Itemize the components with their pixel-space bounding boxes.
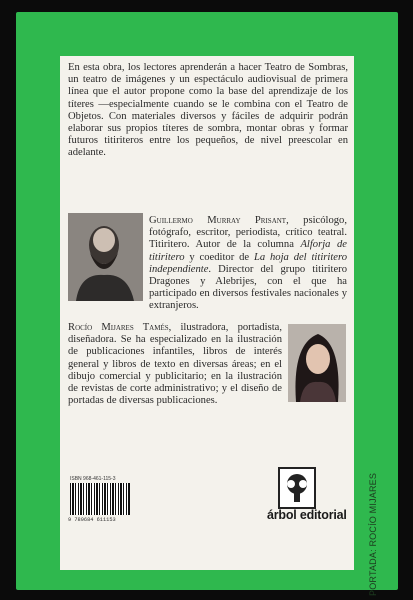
barcode [70,483,130,515]
intro-paragraph: En esta obra, los lectores aprenderán a hacer Teatro de Sombras, un teatro de imágenes y un espectáculo audiovisual de primera línea que el autor propone como la base del aprendizaje de los títeres —especialmente cuando se le combina con el Teatro de Objetos. Con materiales diversos y fáciles de adquirir podrán elaborar sus propios títeres de sombra, montar obras y formar futuros titiriteros entre los pequeños, de nivel preescolar en adelante. [68,62,348,159]
author-name: Guillermo Murray Prisant [149,215,287,226]
isbn-label: ISBN 968-461-115-3 [70,476,116,482]
cover-credit: PORTADA: ROCÍO MIJARES [368,472,378,596]
author-column-title: Alforja de titiritero [149,239,348,263]
illustrator-photo [288,324,346,402]
publisher-name: árbol editorial [267,508,347,522]
back-cover [16,12,398,596]
tree-logo-icon [278,467,316,509]
author-bio-text-2: y coeditor de [184,251,254,263]
author-photo [68,213,143,301]
author-bio [149,215,347,313]
author-bio-text-1: , psicólogo, fotógrafo, escritor, periodista, crítico teatral. Titiritero. Autor de la columna [149,215,347,251]
text-panel [60,56,354,570]
barcode-number: 9 789684 611153 [68,517,116,523]
illustrator-bio-text: , ilustradora, portadista, diseñadora. Se ha especializado en la ilustración de publicaciones infantiles, libros de interés general y libros de texto en diversas áreas; en el dibujo comercial y publicitario; en la ilustración de revistas de corte administrativo; y el diseño de portadas de diversas publicaciones. [68,322,282,407]
author-publication-title: La hoja del titiritero independiente [149,251,347,275]
illustrator-name: Rocío Mijares Tamés [68,322,169,333]
author-bio-text-3: . Director del grupo titiritero Dragones y Alebrijes, con el que ha participado en diversos festivales nacionales y extranjeros. [149,263,347,312]
illustrator-bio [68,322,282,407]
